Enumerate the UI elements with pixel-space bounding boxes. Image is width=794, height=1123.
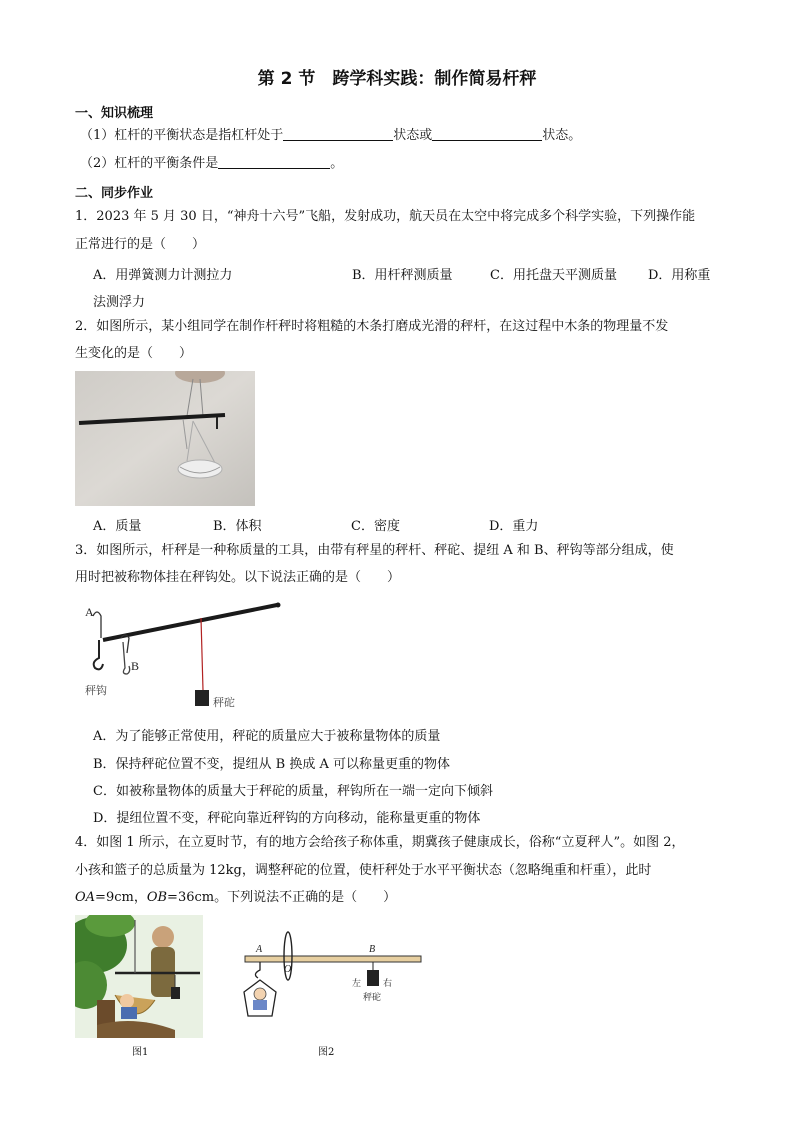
knowledge-item-2 xyxy=(80,155,343,173)
section-knowledge-heading: 一、知识梳理 xyxy=(75,106,154,121)
q1-stem-line1: 1．2023 年 5 月 30 日，“神舟十六号”飞船，发射成功，航天员在太空中将完成多个科学实验，下列操作能 xyxy=(75,209,696,224)
q4-fig2-drawing xyxy=(240,928,425,1028)
q2-option-a[interactable]: A．质量 xyxy=(93,519,142,534)
q4-stem-line1: 4．如图 1 所示，在立夏时节，有的地方会给孩子称体重，期冀孩子健康成长，俗称“立夏秤人”。如图 2， xyxy=(75,835,685,850)
answer-blank[interactable] xyxy=(283,127,393,141)
q4-fig2-diagram xyxy=(240,928,425,1028)
q4-fig2-caption: 图2 xyxy=(318,1047,335,1058)
knowledge-item-1-text-b: 状态或 xyxy=(393,128,433,143)
q1-option-d-cont: 法测浮力 xyxy=(93,295,146,310)
q2-stem-line1: 2．如图所示，某小组同学在制作杆秤时将粗糙的木条打磨成光滑的秤杆，在这过程中木条的物理量不发 xyxy=(75,319,669,334)
q4-fig2-label-left: 左 xyxy=(352,978,362,988)
q4-oa-symbol: OA xyxy=(75,890,96,905)
q4-stem-line2: 小孩和篮子的总质量为 12kg，调整秤砣的位置，使杆秤处于水平平衡状态（忽略绳重和杆重），此时 xyxy=(75,863,652,878)
q4-fig2-label-right: 右 xyxy=(383,978,393,988)
knowledge-item-1 xyxy=(80,127,581,145)
q2-option-d[interactable]: D．重力 xyxy=(489,519,539,534)
answer-blank[interactable] xyxy=(432,127,542,141)
knowledge-item-1-text-a: （1）杠杆的平衡状态是指杠杆处于 xyxy=(80,128,284,143)
q1-option-d[interactable]: D．用称重 xyxy=(648,268,711,283)
q3-option-c[interactable]: C．如被称量物体的质量大于秤砣的质量，秤钩所在一端一定向下倾斜 xyxy=(93,784,493,799)
page-title: 第 2 节 跨学科实践：制作简易杆秤 xyxy=(257,69,537,89)
q2-option-b[interactable]: B．体积 xyxy=(213,519,262,534)
answer-blank[interactable] xyxy=(218,155,330,169)
q4-fig1-caption: 图1 xyxy=(132,1047,149,1058)
q3-steelyard-diagram xyxy=(75,598,285,710)
q1-option-c[interactable]: C．用托盘天平测质量 xyxy=(490,268,617,283)
q2-stem-line2: 生变化的是（ ） xyxy=(75,346,193,361)
q4-ob-value: =36cm。下列说法不正确的是（ ） xyxy=(167,890,397,905)
q3-option-a[interactable]: A．为了能够正常使用，秤砣的质量应大于被称量物体的质量 xyxy=(93,729,441,744)
q4-fig2-label-b: B xyxy=(369,944,376,955)
q3-label-a: A xyxy=(85,605,94,619)
q3-label-weight: 秤砣 xyxy=(213,697,235,709)
q2-photo-drawing xyxy=(75,371,255,506)
q3-stem-line1: 3．如图所示，杆秤是一种称质量的工具，由带有秤星的秤杆、秤砣、提纽 A 和 B、秤钩等部分组成，使 xyxy=(75,543,674,558)
q4-fig2-label-a: A xyxy=(256,944,263,955)
section-homework-heading: 二、同步作业 xyxy=(75,186,154,201)
q4-fig2-label-weight: 秤砣 xyxy=(363,992,382,1002)
q3-label-hook: 秤钩 xyxy=(85,685,107,697)
q2-steelyard-photo xyxy=(75,371,255,506)
knowledge-item-1-text-c: 状态。 xyxy=(542,128,582,143)
knowledge-item-2-text-b: 。 xyxy=(330,156,344,171)
q3-option-b[interactable]: B．保持秤砣位置不变，提纽从 B 换成 A 可以称量更重的物体 xyxy=(93,757,451,772)
q3-diagram-drawing xyxy=(75,598,285,710)
q4-stem-line3 xyxy=(75,889,396,907)
knowledge-item-2-text-a: （2）杠杆的平衡条件是 xyxy=(80,156,219,171)
q2-option-c[interactable]: C．密度 xyxy=(351,519,400,534)
q1-option-b[interactable]: B．用杆秤测质量 xyxy=(352,268,453,283)
q4-fig1-drawing xyxy=(75,915,203,1038)
q1-option-a[interactable]: A．用弹簧测力计测拉力 xyxy=(93,268,233,283)
q3-stem-line2: 用时把被称物体挂在秤钩处。以下说法正确的是（ ） xyxy=(75,570,401,585)
q4-oa-value: =9cm， xyxy=(95,890,147,905)
q3-option-d[interactable]: D．提纽位置不变，秤砣向靠近秤钩的方向移动，能称量更重的物体 xyxy=(93,811,481,826)
q3-label-b: B xyxy=(131,659,140,673)
q4-fig1-illustration xyxy=(75,915,203,1038)
q4-fig2-label-o: O xyxy=(284,964,292,975)
q1-stem-line2: 正常进行的是（ ） xyxy=(75,237,206,252)
q4-ob-symbol: OB xyxy=(146,890,168,905)
